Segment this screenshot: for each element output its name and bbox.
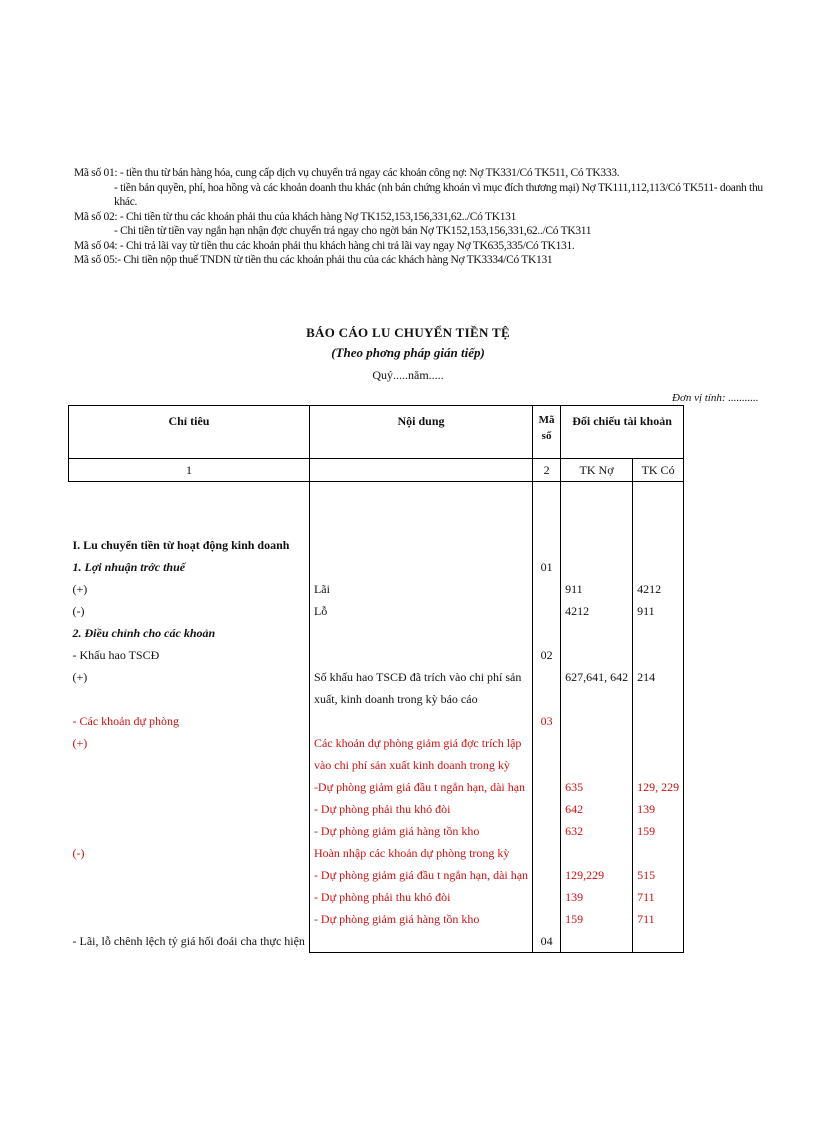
cell-noi-dung: - Dự phòng giảm giá hàng tồn kho — [309, 908, 532, 930]
cell-noi-dung: - Dự phòng giảm giá đầu t ngắn hạn, dài hạn — [309, 864, 532, 886]
cell-tk-co: 4212 — [633, 578, 684, 600]
cell-tk-no — [561, 644, 633, 666]
cell-tk-co: 711 — [633, 886, 684, 908]
cell-chi-tieu: (+) — [72, 670, 88, 684]
table-row — [69, 732, 684, 754]
cell-tk-no — [561, 556, 633, 578]
table-row — [69, 798, 684, 820]
cell-tk-no — [561, 688, 633, 710]
cell-tk-co — [633, 644, 684, 666]
cell-ma-so — [533, 534, 561, 556]
col-tk-no: TK Nợ — [561, 459, 633, 482]
cell-chi-tieu: - Khấu hao TSCĐ — [72, 648, 160, 662]
explanatory-notes — [74, 166, 763, 268]
cell-tk-no — [561, 754, 633, 776]
cell-tk-co: 911 — [633, 600, 684, 622]
cell-tk-no — [561, 842, 633, 864]
cell-tk-co — [633, 622, 684, 644]
table-row — [69, 820, 684, 842]
cell-ma-so — [533, 688, 561, 710]
cell-noi-dung — [309, 622, 532, 644]
cell-ma-so — [533, 776, 561, 798]
cell-tk-co: 139 — [633, 798, 684, 820]
cell-chi-tieu: I. Lu chuyển tiền từ hoạt động kinh doanh — [72, 538, 290, 552]
table-row — [69, 578, 684, 600]
table-row — [69, 644, 684, 666]
cell-ma-so — [533, 600, 561, 622]
cell-chi-tieu — [69, 798, 310, 820]
cell-ma-so — [533, 578, 561, 600]
note-line: Mã số 04: - Chi trả lãi vay từ tiền thu các khoản phải thu khách hàng chi trả lãi vay ngay Nợ TK635,335/Có TK131. — [74, 239, 575, 252]
cell-noi-dung: - Dự phòng giảm giá hàng tồn kho — [309, 820, 532, 842]
cell-noi-dung: Hoàn nhập các khoản dự phòng trong kỳ — [309, 842, 532, 864]
cell-chi-tieu — [69, 864, 310, 886]
cell-tk-no: 911 — [561, 578, 633, 600]
spacer-row — [69, 482, 684, 535]
header-noi-dung: Nội dung — [309, 406, 532, 459]
unit-label: Đơn vị tính: ........... — [672, 392, 759, 404]
cell-chi-tieu — [69, 908, 310, 930]
cell-chi-tieu — [69, 688, 310, 710]
table-row — [69, 534, 684, 556]
cell-tk-co: 214 — [633, 666, 684, 688]
cell-chi-tieu — [69, 776, 310, 798]
cell-tk-co — [633, 710, 684, 732]
cell-ma-so: 03 — [533, 710, 561, 732]
cell-noi-dung: Các khoản dự phòng giảm giá đợc trích lập — [309, 732, 532, 754]
cell-chi-tieu: 1. Lợi nhuận trớc thuế — [72, 560, 186, 574]
report-period: Quý.....năm..... — [372, 368, 444, 382]
table-row — [69, 556, 684, 578]
col-number-2: 2 — [533, 459, 561, 482]
cell-noi-dung: - Dự phòng phải thu khó đòi — [309, 886, 532, 908]
table-row — [69, 842, 684, 864]
cell-tk-no: 139 — [561, 886, 633, 908]
cell-noi-dung — [309, 710, 532, 732]
col-tk-co: TK Có — [633, 459, 684, 482]
header-chi-tieu: Chỉ tiêu — [69, 406, 310, 459]
cell-chi-tieu: (-) — [72, 846, 85, 860]
cell-tk-co: 159 — [633, 820, 684, 842]
cell-tk-co — [633, 754, 684, 776]
note-line: Mã số 05:- Chi tiền nộp thuế TNDN từ tiền thu các khoản phải thu của các khách hàng Nợ TK3334/Có TK131 — [74, 254, 553, 266]
table-row — [69, 688, 684, 710]
report-subtitle: (Theo phơng pháp gián tiếp) — [331, 345, 485, 360]
cell-chi-tieu: - Các khoản dự phòng — [72, 714, 179, 728]
header-doi-chieu: Đối chiếu tài khoản — [561, 406, 684, 459]
cell-ma-so — [533, 886, 561, 908]
cell-chi-tieu — [69, 754, 310, 776]
cell-chi-tieu — [69, 886, 310, 908]
cell-tk-no — [561, 732, 633, 754]
note-line: Mã số 01: - tiền thu từ bán hàng hóa, cung cấp dịch vụ chuyển trả ngay các khoản công nợ: Nợ TK331/Có TK511, Có TK333. — [74, 167, 620, 179]
cell-chi-tieu — [69, 820, 310, 842]
note-line: Mã số 02: - Chi tiền từ thu các khoản phải thu của khách hàng Nợ TK152,153,156,331,62../Có TK131 — [74, 210, 517, 223]
cell-tk-co — [633, 534, 684, 556]
cell-tk-no: 635 — [561, 776, 633, 798]
table-row — [69, 600, 684, 622]
cell-tk-co: 129, 229 — [633, 776, 684, 798]
cell-ma-so — [533, 798, 561, 820]
cell-tk-co: 711 — [633, 908, 684, 930]
cell-chi-tieu: (+) — [72, 582, 88, 596]
cell-ma-so — [533, 820, 561, 842]
cell-noi-dung: xuất, kinh doanh trong kỳ báo cáo — [309, 688, 532, 710]
table-row — [69, 666, 684, 688]
cell-tk-co — [633, 842, 684, 864]
cell-ma-so: 01 — [533, 556, 561, 578]
col-number-blank — [309, 459, 532, 482]
note-line: - tiền bản quyền, phí, hoa hồng và các khoản doanh thu khác (nh bán chứng khoán vì mục đích thương mại) Nợ TK111,112,113/Có TK511- doanh thu — [114, 181, 763, 194]
table-row — [69, 622, 684, 644]
table-header-row — [69, 406, 684, 459]
cell-tk-no — [561, 622, 633, 644]
cell-tk-co: 515 — [633, 864, 684, 886]
cell-chi-tieu: - Lãi, lỗ chênh lệch tỷ giá hối đoái cha thực hiện — [72, 934, 305, 948]
cell-ma-so — [533, 864, 561, 886]
cell-ma-so: 04 — [533, 930, 561, 953]
header-ma-so: Mã số — [533, 406, 561, 459]
cell-tk-co — [633, 688, 684, 710]
cell-chi-tieu: (-) — [72, 604, 85, 618]
cell-noi-dung: Lãi — [309, 578, 532, 600]
cell-noi-dung — [309, 930, 532, 953]
cell-ma-so — [533, 842, 561, 864]
cell-tk-co — [633, 732, 684, 754]
table-row — [69, 710, 684, 732]
cell-tk-co — [633, 930, 684, 953]
column-number-row — [69, 459, 684, 482]
cell-noi-dung: Lỗ — [309, 600, 532, 622]
cell-tk-co — [633, 556, 684, 578]
cell-chi-tieu: (+) — [72, 736, 88, 750]
table-row — [69, 908, 684, 930]
table-row — [69, 754, 684, 776]
cell-noi-dung: - Dự phòng phải thu khó đòi — [309, 798, 532, 820]
cell-ma-so — [533, 666, 561, 688]
table-row — [69, 886, 684, 908]
cell-tk-no: 627,641, 642 — [561, 666, 633, 688]
cell-noi-dung — [309, 534, 532, 556]
cell-tk-no — [561, 710, 633, 732]
cell-ma-so — [533, 732, 561, 754]
cell-noi-dung — [309, 556, 532, 578]
cell-chi-tieu: 2. Điều chỉnh cho các khoản — [72, 626, 216, 640]
cell-noi-dung: Số khấu hao TSCĐ đã trích vào chi phí sản — [309, 666, 532, 688]
cell-noi-dung: vào chi phí sản xuất kinh doanh trong kỳ — [309, 754, 532, 776]
cell-ma-so — [533, 908, 561, 930]
table-row — [69, 930, 684, 953]
cell-tk-no — [561, 534, 633, 556]
cell-ma-so — [533, 622, 561, 644]
cell-tk-no: 4212 — [561, 600, 633, 622]
note-line: - Chi tiền từ tiền vay ngắn hạn nhận đợc chuyển trả ngay cho ngời bán Nợ TK152,153,156,331,62../Có TK311 — [114, 225, 592, 237]
col-number-1: 1 — [69, 459, 310, 482]
cell-ma-so — [533, 754, 561, 776]
cell-tk-no: 642 — [561, 798, 633, 820]
table-row — [69, 864, 684, 886]
cell-tk-no: 129,229 — [561, 864, 633, 886]
cell-ma-so: 02 — [533, 644, 561, 666]
cell-tk-no — [561, 930, 633, 953]
note-line: khác. — [114, 196, 138, 208]
cell-tk-no: 159 — [561, 908, 633, 930]
cell-noi-dung: -Dự phòng giảm giá đầu t ngắn hạn, dài hạn — [309, 776, 532, 798]
table-row — [69, 776, 684, 798]
cell-tk-no: 632 — [561, 820, 633, 842]
cash-flow-table — [68, 405, 684, 953]
cell-noi-dung — [309, 644, 532, 666]
report-title: BÁO CÁO LU CHUYỂN TIỀN TỆ — [306, 325, 510, 340]
